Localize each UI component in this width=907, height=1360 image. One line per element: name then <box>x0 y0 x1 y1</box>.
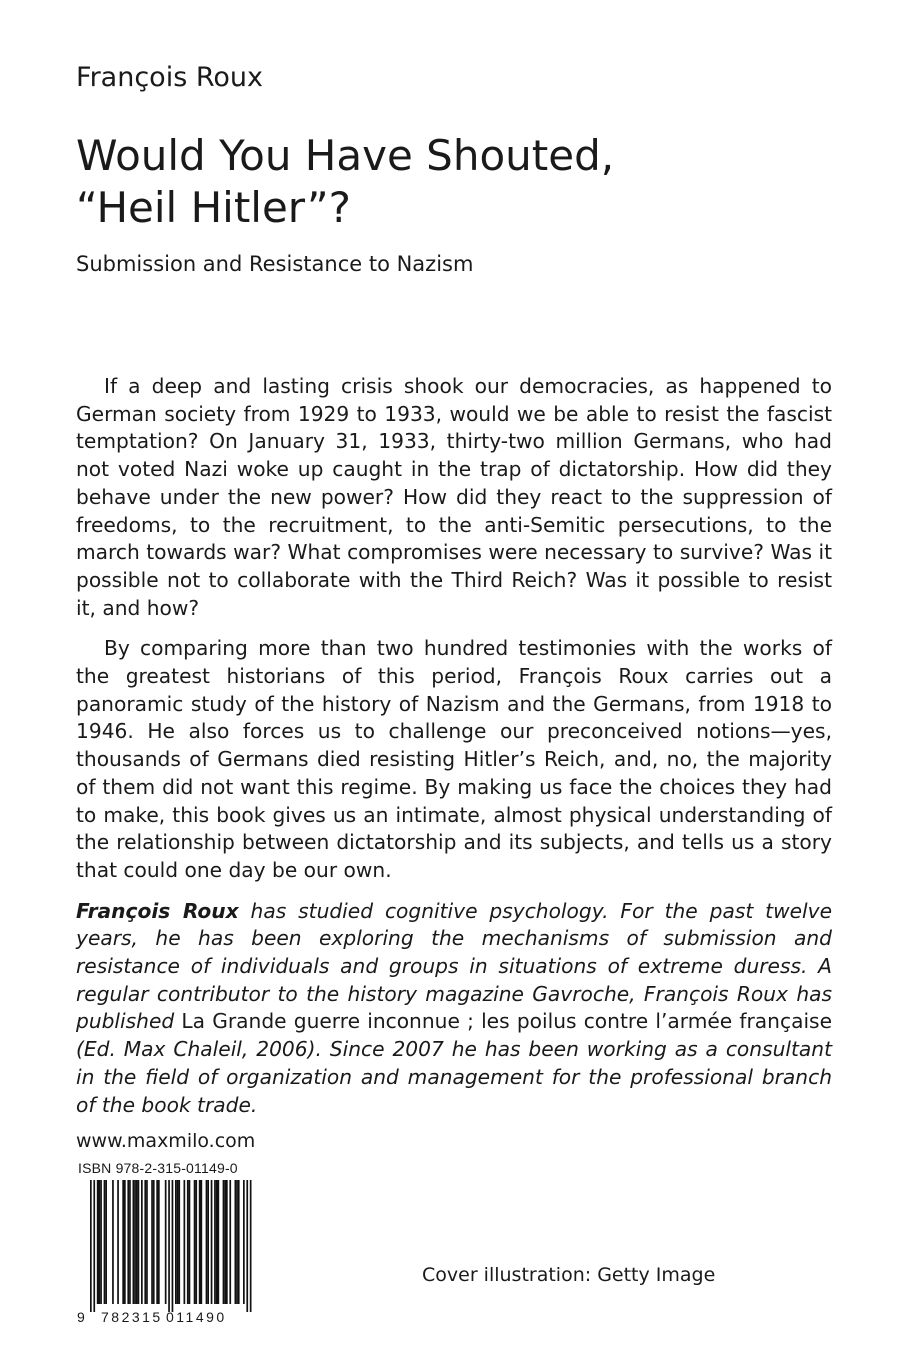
barcode-left-digits: 782315 <box>101 1309 163 1325</box>
barcode-bar <box>175 1180 177 1304</box>
bio-text-part-1: has studied cognitive psychology. For the past twelve years, he has been exploring the mechanisms of submission and resistance of individuals and groups in situations of extreme duress. A regular contributor to the history magazine Gavroche, François Roux has published <box>76 898 832 1034</box>
barcode-bar <box>141 1180 143 1304</box>
barcode-bar <box>129 1180 131 1304</box>
barcode-bar <box>133 1180 135 1304</box>
barcode-bar <box>112 1180 114 1304</box>
barcode-bar <box>236 1180 238 1304</box>
barcode-bar <box>246 1180 248 1312</box>
book-subtitle: Submission and Resistance to Nazism <box>76 252 474 276</box>
book-title <box>76 130 856 234</box>
barcode-bar <box>214 1180 216 1304</box>
barcode-bar <box>243 1180 245 1304</box>
barcode-right-digits: 011490 <box>166 1309 227 1325</box>
barcode-bar <box>184 1180 186 1304</box>
barcode-bar <box>124 1180 126 1304</box>
barcode-bar <box>207 1180 209 1304</box>
barcode-bar <box>122 1180 124 1304</box>
barcode-bar <box>178 1180 180 1304</box>
barcode-bar <box>156 1180 158 1304</box>
barcode-bar <box>177 1180 179 1304</box>
barcode-bar <box>168 1180 170 1312</box>
barcode-bar <box>146 1180 148 1304</box>
barcode-bar <box>153 1180 155 1304</box>
barcode-bar <box>235 1180 237 1304</box>
isbn-label: ISBN 978-2-315-01149-0 <box>78 1160 238 1176</box>
barcode-bar <box>238 1180 240 1304</box>
barcode-bar <box>117 1180 119 1304</box>
publisher-website: www.maxmilo.com <box>76 1130 256 1152</box>
barcode-bar <box>90 1180 92 1312</box>
bio-text-part-2: (Ed. Max Chaleil, 2006). Since 2007 he has been working as a consultant in the field of organization and management for the professional branch of the book trade. <box>76 1037 832 1117</box>
barcode-bar <box>189 1180 191 1304</box>
barcode-bar <box>224 1180 226 1304</box>
barcode-bar <box>104 1180 106 1304</box>
barcode-bar <box>199 1180 201 1304</box>
barcode-bar <box>216 1180 218 1304</box>
barcode-bar <box>229 1180 231 1304</box>
barcode-bar <box>226 1180 228 1304</box>
isbn-barcode-block <box>76 1160 252 1326</box>
barcode-bar <box>201 1180 203 1304</box>
bio-author-name: François Roux <box>76 898 239 923</box>
barcode-icon <box>76 1178 252 1326</box>
barcode-bar <box>100 1180 102 1304</box>
book-title-line-1: Would You Have Shouted, <box>76 131 615 180</box>
blurb-paragraph-2: By comparing more than two hundred testimonies with the works of the greatest historians of this period, François Roux carries out a panoramic study of the history of Nazism and the Germans, from 1918 to 1946. He also forces us to challenge our preconceived notions—yes, thousands of Germans died resisting Hitler’s Reich, and, no, the majority of them did not want this regime. By making us face the choices they had to make, this book gives us an intimate, almost physical understanding of the relationship between dictatorship and its subjects, and tells us a story that could one day be our own. <box>76 636 832 882</box>
barcode-bar <box>187 1180 189 1304</box>
barcode-bar <box>194 1180 196 1304</box>
barcode-bar <box>105 1180 107 1304</box>
barcode-bar <box>99 1180 101 1304</box>
cover-illustration-credit: Cover illustration: Getty Image <box>422 1264 716 1286</box>
barcode-bar <box>144 1180 146 1304</box>
barcode-bar <box>151 1180 153 1304</box>
barcode-bar <box>250 1180 252 1312</box>
barcode-bar <box>158 1180 160 1304</box>
barcode-bar <box>134 1180 136 1304</box>
author-bio <box>76 898 832 1120</box>
blurb-paragraph-1: If a deep and lasting crisis shook our democracies, as happened to German society from 1929 to 1933, would we be able to resist the fascist temptation? On January 31, 1933, thirty-two million Germans, who had not voted Nazi woke up caught in the trap of dictatorship. How did they behave under the new power? How did they react to the suppression of freedoms, to the recruitment, to the anti-Semitic persecutions, to the march towards war? What compromises were necessary to survive? Was it possible not to collaborate with the Third Reich? Was it possible to resist it, and how? <box>76 374 832 620</box>
barcode-bar <box>218 1180 220 1304</box>
barcode-bar <box>127 1180 129 1304</box>
barcode-first-digit: 9 <box>77 1309 85 1325</box>
barcode-bar <box>195 1180 197 1304</box>
barcode-bar <box>165 1180 167 1304</box>
barcode-bar <box>223 1180 225 1304</box>
barcode-bar <box>138 1180 140 1304</box>
book-title-line-2: “Heil Hitler”? <box>76 183 351 232</box>
barcode-bar <box>172 1180 174 1312</box>
barcode-bar <box>93 1180 95 1312</box>
barcode-bar <box>211 1180 213 1304</box>
bio-book-title: La Grande guerre inconnue ; les poilus contre l’armée française <box>181 1009 832 1034</box>
barcode-bar <box>97 1180 99 1304</box>
barcode-bar <box>206 1180 208 1304</box>
back-cover-text <box>76 373 832 1132</box>
barcode-bar <box>136 1180 138 1304</box>
author-name: François Roux <box>76 62 263 93</box>
